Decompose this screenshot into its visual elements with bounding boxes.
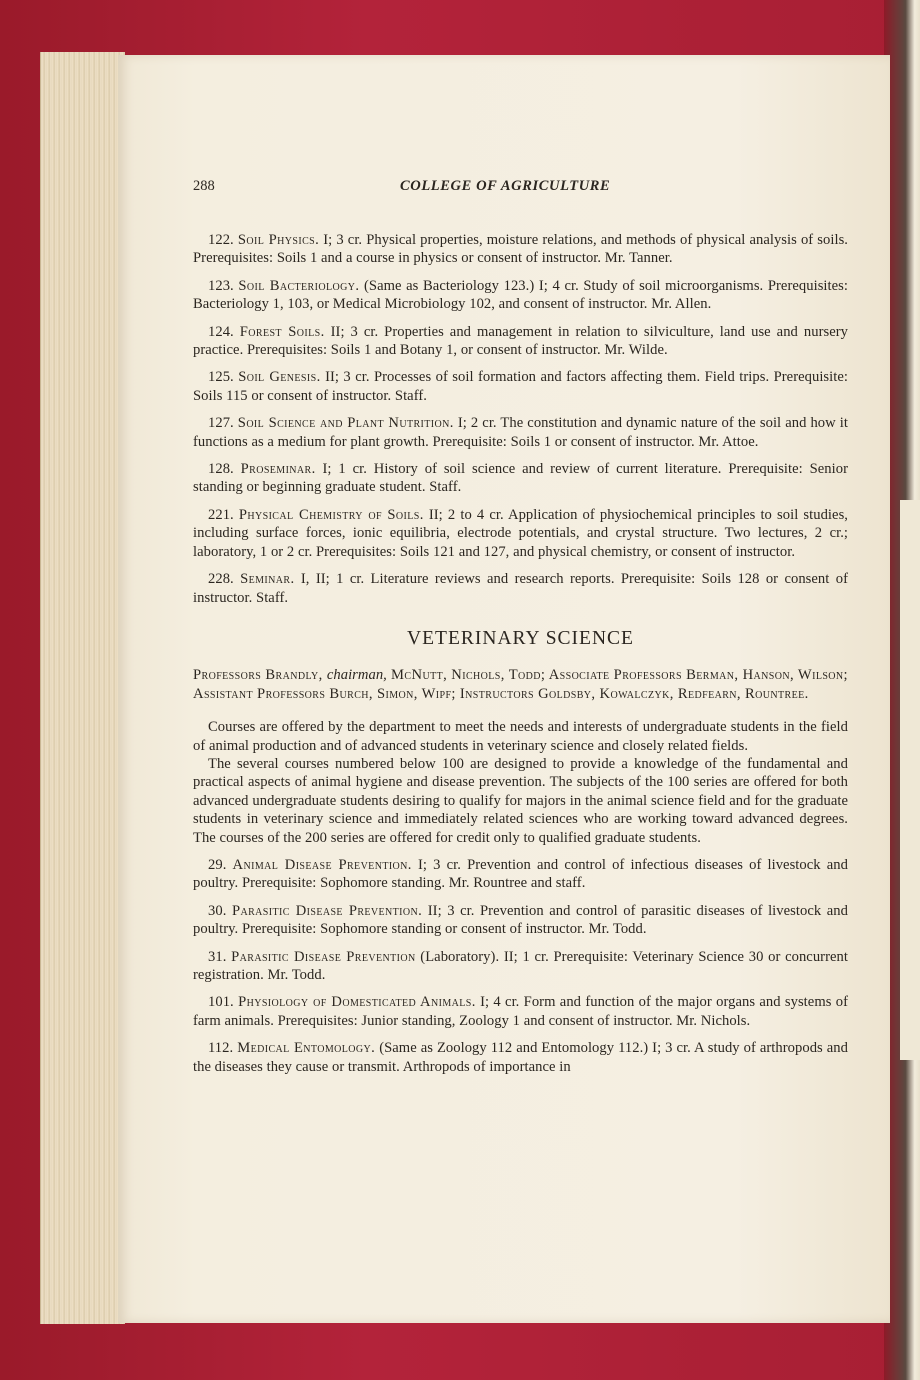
course-title: Medical Entomology.	[237, 1040, 376, 1057]
facing-page-edge	[900, 500, 920, 1060]
course-title: Parasitic Disease Prevention	[231, 948, 416, 965]
course-title: Soil Genesis.	[238, 369, 321, 386]
course-title: Animal Disease Prevention.	[232, 856, 412, 873]
course-description: II; 3 cr. Properties and management in relation to silviculture, land use and nursery practice. Prerequisites: Soils 1 and Botany 1, or consent of instructor. Mr. Wilde.	[193, 323, 848, 359]
course-description: II; 3 cr. Prevention and control of parasitic diseases of livestock and poultry. Prerequisite: Sophomore standing or consent of instructor. Mr. Todd.	[193, 902, 848, 938]
faculty-list-part-2: McNutt, Nichols, Todd; Associate Professors Berman, Hanson, Wilson; Assistant Professors Burch, Simon, Wipf; Instructors Goldsby, Kowalczyk, Redfearn, Rountree.	[193, 667, 848, 702]
course-entry	[193, 1039, 848, 1076]
course-description: I; 2 cr. The constitution and dynamic nature of the soil and how it functions as a medium for plant growth. Prerequisite: Soils 1 or consent of instructor. Mr. Attoe.	[193, 415, 848, 450]
course-number: 30.	[208, 902, 227, 919]
course-entry	[193, 506, 848, 561]
course-number: 122.	[208, 232, 234, 248]
course-title: Soil Science and Plant Nutrition.	[237, 415, 454, 432]
course-description: I; 3 cr. Physical properties, moisture relations, and methods of physical analysis of soils. Prerequisites: Soils 1 and a course in physics or consent of instructor. Mr. Tanner.	[193, 232, 848, 267]
course-entry	[193, 856, 848, 893]
course-entry	[193, 277, 848, 314]
course-title: Forest Soils.	[239, 323, 325, 340]
page-edges	[40, 52, 125, 1324]
course-description: I; 3 cr. Prevention and control of infectious diseases of livestock and poultry. Prerequisite: Sophomore standing. Mr. Rountree and staff.	[193, 856, 848, 892]
course-number: 228.	[208, 571, 234, 588]
section-title: VETERINARY SCIENCE	[407, 627, 634, 649]
course-title: Parasitic Disease Prevention.	[231, 902, 423, 919]
course-entry	[193, 993, 848, 1030]
chairman-label: chairman,	[326, 667, 387, 684]
course-entry	[193, 323, 848, 360]
course-description: (Same as Bacteriology 123.) I; 4 cr. Study of soil microorganisms. Prerequisites: Bacteriology 1, 103, or Medical Microbiology 102, and consent of instructor. Mr. Allen.	[193, 277, 848, 313]
course-number: 101.	[208, 994, 234, 1011]
running-header	[193, 178, 846, 198]
course-title: Physiology of Domesticated Animals.	[238, 994, 476, 1011]
course-entry	[193, 460, 848, 497]
intro-paragraph-1: Courses are offered by the department to meet the needs and interests of undergraduate students in the field of animal production and of advanced students in veterinary science and closely related fields.	[193, 719, 848, 754]
course-title: Proseminar.	[240, 461, 316, 478]
course-title: Soil Physics.	[237, 232, 320, 248]
course-entry	[193, 948, 848, 985]
course-number: 125.	[208, 369, 234, 386]
course-description: II; 3 cr. Processes of soil formation and factors affecting them. Field trips. Prerequisite: Soils 115 or consent of instructor. Staff.	[193, 369, 848, 404]
course-title: Physical Chemistry of Soils.	[238, 506, 424, 523]
course-entry	[193, 231, 848, 268]
running-title: COLLEGE OF AGRICULTURE	[400, 178, 611, 194]
course-number: 31.	[208, 948, 227, 965]
course-description: II; 2 to 4 cr. Application of physiochemical principles to soil studies, including surface forces, ionic equilibria, electrode potentials, and crystal structure. Two lectures, 2 cr.; laboratory, 1 or 2 cr. Prerequisites: Soils 121 and 127, and physical chemistry, or consent of instructor.	[193, 506, 848, 560]
course-description: I; 4 cr. Form and function of the major organs and systems of farm animals. Prerequisites: Junior standing, Zoology 1 and consent of instructor. Mr. Nichols.	[193, 994, 849, 1029]
course-entry	[193, 902, 848, 939]
course-description: I; 1 cr. History of soil science and review of current literature. Prerequisite: Senior standing or beginning graduate student. Staff.	[193, 461, 849, 496]
course-number: 112.	[208, 1040, 234, 1057]
soils-course-list	[193, 231, 848, 607]
course-description: (Laboratory). II; 1 cr. Prerequisite: Veterinary Science 30 or concurrent registration. Mr. Todd.	[193, 948, 848, 983]
page-body	[193, 231, 848, 1085]
course-number: 29.	[208, 856, 227, 873]
course-description: (Same as Zoology 112 and Entomology 112.) I; 3 cr. A study of arthropods and the diseases they cause or transmit. Arthropods of importance in	[193, 1040, 848, 1075]
vet-course-list	[193, 856, 848, 1076]
course-entry	[193, 570, 848, 607]
course-entry	[193, 414, 848, 451]
faculty-list-part-1: Professors Brandly,	[193, 667, 327, 684]
course-number: 124.	[208, 323, 234, 340]
course-entry	[193, 368, 848, 405]
course-title: Seminar.	[240, 571, 295, 588]
course-title: Soil Bacteriology.	[238, 277, 360, 294]
intro-paragraph-2: The several courses numbered below 100 are designed to provide a knowledge of the fundamental and practical aspects of animal hygiene and disease prevention. The subjects of the 100 series are offered for both advanced undergraduate students desiring to qualify for majors in the animal science field and for the graduate students in veterinary science and immediately related sciences who are working toward advanced degrees. The courses of the 200 series are offered for credit only to qualified graduate students.	[193, 755, 848, 846]
page-number: 288	[193, 178, 215, 194]
faculty-list	[193, 666, 848, 703]
course-number: 128.	[208, 461, 234, 478]
course-number: 127.	[208, 415, 234, 432]
course-number: 123.	[208, 277, 234, 294]
course-number: 221.	[208, 506, 234, 523]
course-description: I, II; 1 cr. Literature reviews and research reports. Prerequisite: Soils 128 or consent of instructor. Staff.	[193, 571, 848, 606]
